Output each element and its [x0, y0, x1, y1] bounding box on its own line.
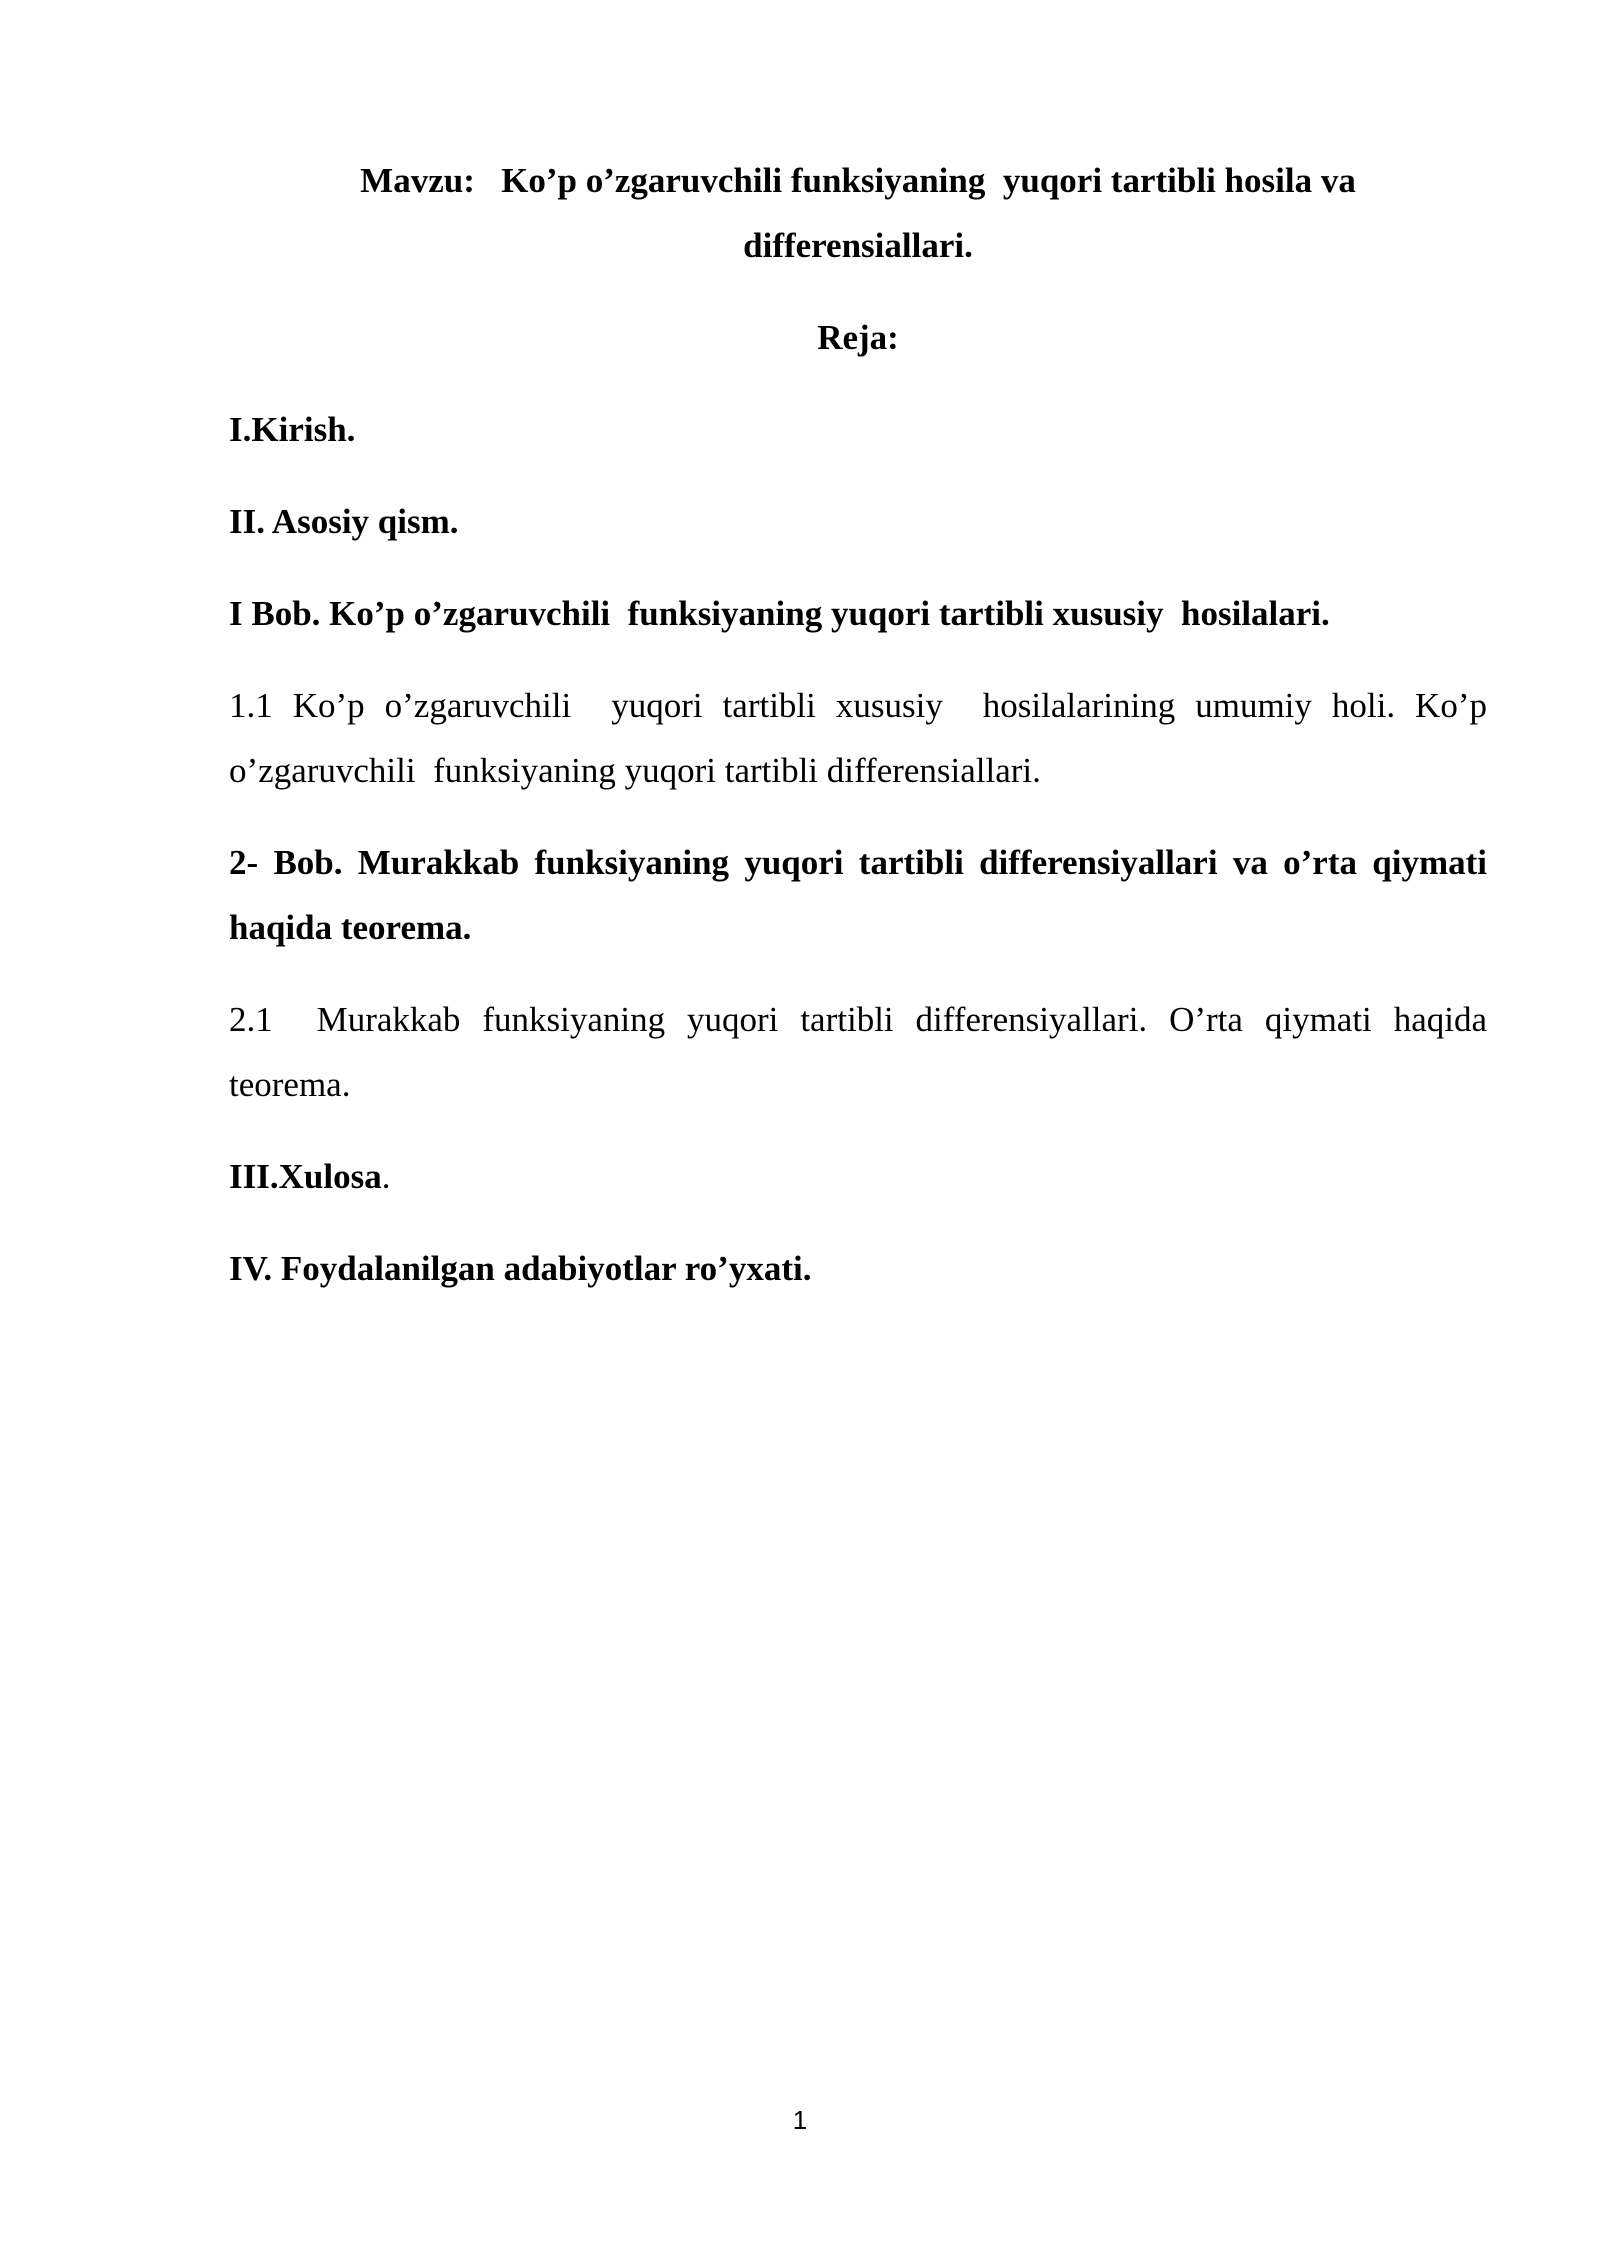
title-line-2: differensiallari.	[743, 226, 973, 265]
plan-item-introduction: I.Kirish.	[229, 410, 356, 449]
document-title	[229, 148, 1487, 278]
plan-heading: Reja:	[817, 318, 899, 357]
plan-item-chapter-2: 2- Bob. Murakkab funksiyaning yuqori tartibli differensiyallari va o’rta qiymati haqida teorema.	[229, 843, 1496, 947]
conclusion-label: III.Xulosa	[229, 1157, 382, 1196]
plan-item-section-1-1: 1.1 Ko’p o’zgaruvchili yuqori tartibli xususiy hosilalarining umumiy holi. Ko’p o’zgaruvchili funksiyaning yuqori tartibli differensiallari.	[229, 686, 1496, 790]
conclusion-period: .	[381, 1157, 391, 1196]
plan-item-chapter-1: I Bob. Ko’p o’zgaruvchili funksiyaning yuqori tartibli xususiy hosilalari.	[229, 594, 1330, 633]
plan-item-conclusion	[229, 1144, 1487, 1209]
plan-item-section-2-1: 2.1 Murakkab funksiyaning yuqori tartibli differensiyallari. O’rta qiymati haqida teorema.	[229, 1000, 1496, 1104]
page-content	[229, 148, 1496, 1301]
plan-item-references: IV. Foydalanilgan adabiyotlar ro’yxati.	[229, 1249, 812, 1288]
title-line-1: Mavzu: Ko’p o’zgaruvchili funksiyaning yuqori tartibli hosila va	[360, 161, 1356, 200]
page-number: 1	[792, 2105, 808, 2135]
plan-item-main-part: II. Asosiy qism.	[229, 502, 459, 541]
